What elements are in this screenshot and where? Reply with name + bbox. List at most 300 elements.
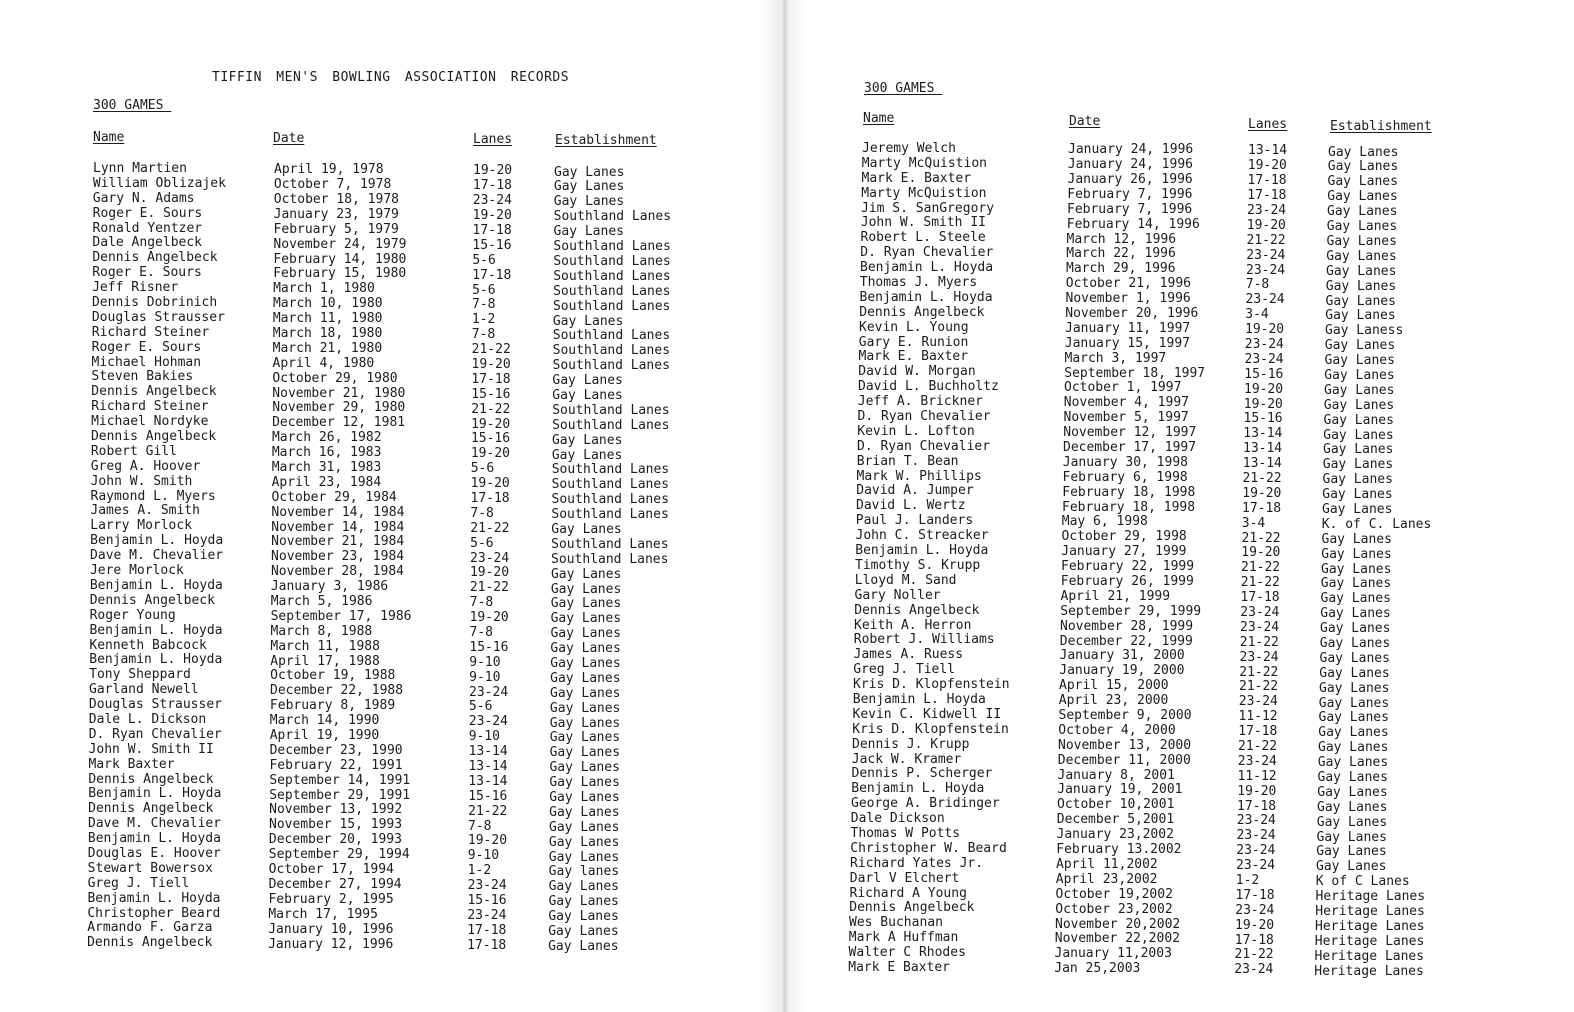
table-row: [784, 289, 1574, 309]
row-name: Kevin L. Lofton: [857, 423, 975, 439]
row-establishment: Southland Lanes: [553, 209, 672, 225]
row-establishment: Gay Lanes: [550, 641, 621, 657]
row-establishment: Gay Lanes: [550, 685, 621, 701]
row-lanes: 15-16: [472, 237, 512, 253]
row-name: Gary E. Runion: [858, 334, 969, 350]
table-row: [784, 453, 1574, 473]
row-date: September 29, 1994: [268, 847, 410, 863]
row-date: April 15, 2000: [1059, 678, 1169, 694]
row-establishment: Heritage Lanes: [1314, 963, 1424, 979]
row-name: Benjamin L. Hoyda: [89, 577, 223, 593]
row-establishment: Southland Lanes: [553, 239, 671, 255]
row-name: Dave M. Chevalier: [88, 816, 222, 832]
row-establishment: Gay Lanes: [1324, 338, 1396, 354]
table-row: [0, 935, 784, 954]
row-date: November 15, 1993: [269, 817, 403, 833]
row-lanes: 17-18: [1242, 500, 1282, 516]
row-lanes: 19-20: [1245, 322, 1285, 338]
row-date: October 17, 1994: [268, 862, 394, 878]
records-table: [784, 141, 1574, 979]
table-row: [784, 781, 1574, 800]
row-name: Benjamin L. Hoyda: [852, 691, 986, 707]
row-lanes: 21-22: [1239, 679, 1279, 695]
row-establishment: Gay Lanes: [549, 775, 620, 791]
row-name: Dale Angelbeck: [92, 235, 202, 251]
table-row: [0, 682, 784, 701]
right-page: [784, 0, 1574, 1012]
row-lanes: 13-14: [468, 773, 508, 789]
row-establishment: Gay Lanes: [1323, 442, 1394, 458]
table-row: [784, 796, 1574, 815]
table-row: [784, 706, 1574, 726]
row-establishment: Gay Lanes: [1318, 710, 1389, 726]
table-row: [784, 260, 1574, 279]
row-establishment: Heritage Lanes: [1314, 933, 1425, 949]
row-establishment: Gay Lanes: [550, 566, 622, 582]
row-establishment: Gay Lanes: [550, 581, 622, 597]
row-lanes: 23-24: [1246, 247, 1286, 263]
row-date: December 22, 1999: [1059, 633, 1193, 649]
row-name: Dennis Angelbeck: [89, 592, 215, 608]
row-name: Jeff Risner: [92, 280, 179, 296]
row-date: January 24, 1996: [1068, 142, 1194, 158]
row-establishment: Southland Lanes: [551, 477, 670, 493]
row-name: Benjamin L. Hoyda: [87, 890, 221, 906]
table-row: [0, 533, 784, 552]
row-name: Dennis Angelbeck: [88, 801, 214, 817]
row-establishment: Gay Lanes: [1327, 159, 1399, 175]
table-row: [0, 384, 784, 403]
row-lanes: 23-24: [1238, 694, 1278, 710]
row-date: September 9, 2000: [1058, 708, 1192, 724]
row-date: November 20, 1996: [1065, 305, 1199, 321]
row-name: Thomas J. Myers: [859, 275, 978, 291]
row-establishment: Gay Lanes: [1321, 531, 1392, 547]
row-name: D. Ryan Chevalier: [857, 438, 991, 454]
table-row: [784, 959, 1574, 979]
row-lanes: 19-20: [1244, 381, 1284, 397]
row-date: February 2, 1995: [268, 891, 394, 907]
row-name: Thomas W Potts: [850, 825, 961, 841]
row-lanes: 23-24: [467, 878, 507, 894]
row-name: Dennis Angelbeck: [849, 900, 975, 916]
row-establishment: Gay Lanes: [1321, 561, 1392, 577]
row-establishment: Gay Lanes: [1317, 755, 1389, 771]
table-row: [784, 691, 1574, 711]
row-date: March 8, 1988: [270, 623, 373, 639]
row-date: March 12, 1996: [1066, 231, 1177, 247]
row-lanes: 23-24: [469, 684, 509, 700]
row-date: January 19, 2001: [1057, 782, 1183, 798]
row-name: D. Ryan Chevalier: [860, 245, 994, 261]
row-lanes: 7-8: [468, 818, 492, 834]
row-establishment: Gay Lanes: [1319, 635, 1391, 651]
row-establishment: Gay Lanes: [548, 924, 619, 940]
table-row: [784, 513, 1574, 532]
row-name: Greg J. Tiell: [87, 875, 190, 891]
row-establishment: Heritage Lanes: [1315, 918, 1425, 934]
row-establishment: Southland Lanes: [553, 283, 671, 299]
row-establishment: Heritage Lanes: [1315, 889, 1426, 905]
row-establishment: Gay Lanes: [1326, 219, 1398, 235]
row-establishment: Southland Lanes: [551, 551, 669, 567]
row-name: Greg J. Tiell: [853, 662, 955, 678]
row-establishment: Gay Lanes: [1325, 293, 1396, 309]
row-establishment: Gay Lanes: [549, 730, 621, 746]
table-row: [0, 205, 784, 225]
row-name: Robert J. Williams: [853, 632, 995, 648]
row-establishment: Gay Lanes: [553, 224, 624, 240]
header-establishment: Establishment: [1330, 119, 1432, 134]
row-name: Garland Newell: [89, 682, 199, 698]
table-row: [0, 563, 784, 582]
row-lanes: 19-20: [1246, 217, 1286, 233]
row-name: Lloyd M. Sand: [854, 572, 957, 588]
row-establishment: Gay Lanes: [549, 715, 621, 731]
row-establishment: Gay Lanes: [548, 938, 619, 954]
row-date: December 5,2001: [1056, 812, 1175, 828]
row-name: Roger E. Sours: [92, 205, 203, 221]
row-establishment: Southland Lanes: [553, 268, 671, 284]
row-establishment: Gay Lanes: [549, 760, 620, 776]
table-row: [0, 235, 784, 255]
row-establishment: Gay Lanes: [1317, 770, 1388, 785]
row-establishment: K. of C. Lanes: [1321, 516, 1432, 532]
row-date: October 1, 1997: [1064, 380, 1182, 396]
row-lanes: 17-18: [1247, 188, 1287, 204]
table-row: [784, 572, 1574, 592]
row-lanes: 15-16: [470, 431, 511, 447]
table-row: [784, 438, 1574, 458]
row-name: Keith A. Herron: [854, 617, 972, 633]
row-lanes: 7-8: [469, 595, 494, 611]
table-row: [784, 632, 1574, 651]
table-row: [0, 488, 784, 508]
row-date: October 7, 1978: [273, 177, 392, 193]
row-establishment: Gay Lanes: [553, 194, 625, 210]
row-date: February 26, 1999: [1060, 574, 1194, 590]
row-name: Wes Buchanan: [849, 915, 943, 931]
row-name: Walter C Rhodes: [848, 945, 966, 961]
table-row: [784, 811, 1574, 830]
row-establishment: Southland Lanes: [551, 462, 670, 478]
row-lanes: 23-24: [1246, 262, 1286, 278]
row-lanes: 1-2: [1235, 873, 1260, 889]
row-name: Gary Noller: [854, 587, 941, 603]
row-date: November 14, 1984: [271, 519, 405, 535]
table-row: [0, 309, 784, 329]
row-lanes: 17-18: [1240, 590, 1280, 606]
table-row: [0, 354, 784, 374]
row-date: February 7, 1996: [1067, 186, 1193, 202]
row-lanes: 23-24: [1236, 858, 1276, 874]
row-date: December 23, 1990: [269, 742, 403, 758]
row-establishment: Gay Lanes: [1318, 725, 1389, 741]
row-name: Michael Hohman: [91, 354, 202, 370]
row-lanes: 15-16: [468, 788, 508, 804]
row-lanes: 13-14: [468, 744, 508, 760]
row-establishment: Gay Lanes: [549, 745, 621, 761]
table-row: [0, 920, 784, 940]
row-name: Dennis Angelbeck: [92, 250, 218, 266]
table-row: [784, 543, 1574, 562]
table-row: [0, 414, 784, 433]
row-lanes: 17-18: [1247, 173, 1287, 189]
row-date: January 30, 1998: [1062, 454, 1188, 470]
row-date: September 29, 1991: [269, 787, 411, 803]
table-row: [0, 399, 784, 418]
row-establishment: Southland Lanes: [552, 328, 671, 344]
table-row: [784, 885, 1574, 905]
row-name: Dennis Angelbeck: [854, 602, 980, 618]
table-row: [0, 637, 784, 657]
row-lanes: 9-10: [469, 654, 501, 670]
row-name: Dale Dickson: [850, 811, 945, 827]
header-date: Date: [273, 131, 305, 146]
row-date: April 11,2002: [1056, 856, 1158, 872]
row-lanes: 13-14: [468, 759, 508, 775]
row-name: Timothy S. Krupp: [855, 557, 981, 573]
row-name: Benjamin L. Hoyda: [860, 260, 994, 276]
row-lanes: 1-2: [467, 863, 492, 879]
row-date: January 15, 1997: [1064, 335, 1190, 351]
table-row: [0, 875, 784, 895]
row-date: April 21, 1999: [1060, 588, 1171, 604]
table-row: [784, 170, 1574, 190]
row-establishment: Gay Lanes: [1327, 189, 1398, 205]
table-row: [0, 339, 784, 359]
row-date: February 18, 1998: [1062, 499, 1196, 515]
row-name: Kevin C. Kidwell II: [852, 706, 1002, 722]
table-row: [784, 394, 1574, 413]
row-date: January 19, 2000: [1059, 663, 1185, 679]
row-establishment: Gay Lanes: [1316, 829, 1387, 845]
row-date: November 12, 1997: [1063, 425, 1197, 441]
row-lanes: 19-20: [469, 610, 509, 626]
row-establishment: Gay Laness: [1325, 323, 1404, 339]
row-name: Douglas Strausser: [91, 309, 225, 325]
row-name: Benjamin L. Hoyda: [88, 786, 222, 802]
row-lanes: 23-24: [472, 193, 512, 209]
table-row: [0, 175, 784, 195]
row-name: Robert Gill: [90, 443, 177, 459]
row-date: November 13, 1992: [269, 802, 403, 818]
row-lanes: 23-24: [470, 550, 510, 566]
row-name: Marty McQuistion: [861, 185, 987, 201]
row-date: February 7, 1996: [1067, 201, 1193, 217]
table-row: [784, 230, 1574, 249]
row-establishment: Gay Lanes: [549, 804, 620, 820]
header-lanes: Lanes: [473, 132, 513, 147]
table-row: [0, 295, 784, 314]
row-date: January 24, 1996: [1067, 157, 1193, 173]
row-lanes: 19-20: [1235, 917, 1275, 933]
row-establishment: Gay Lanes: [549, 700, 621, 716]
row-lanes: 17-18: [472, 222, 512, 238]
row-date: December 12, 1981: [272, 415, 406, 431]
row-date: April 17, 1988: [270, 653, 380, 669]
table-row: [784, 751, 1574, 771]
row-date: November 5, 1997: [1063, 410, 1189, 426]
row-establishment: Gay Lanes: [1317, 799, 1388, 815]
records-table: [0, 161, 784, 954]
row-establishment: Gay Lanes: [1327, 174, 1398, 190]
table-row: [0, 473, 784, 493]
row-establishment: Gay Lanes: [1323, 397, 1395, 413]
table-row: [0, 220, 784, 240]
row-lanes: 7-8: [471, 327, 496, 343]
row-date: March 5, 1986: [270, 594, 373, 610]
row-lanes: 23-24: [467, 907, 507, 923]
table-row: [0, 443, 784, 463]
row-lanes: 21-22: [471, 342, 511, 358]
row-lanes: 5-6: [468, 699, 493, 715]
row-lanes: 19-20: [470, 476, 510, 492]
row-date: January 3, 1986: [270, 579, 389, 595]
row-date: February 22, 1999: [1061, 559, 1195, 575]
row-date: October 10,2001: [1057, 797, 1175, 813]
row-name: Steven Bakies: [91, 369, 194, 385]
table-row: [784, 245, 1574, 264]
row-lanes: 17-18: [470, 490, 510, 506]
row-lanes: 21-22: [468, 803, 508, 819]
row-date: October 4, 2000: [1058, 722, 1176, 738]
row-lanes: 19-20: [1243, 396, 1283, 412]
row-name: Raymond L. Myers: [90, 488, 216, 504]
table-row: [0, 697, 784, 716]
row-establishment: K of C Lanes: [1315, 874, 1410, 890]
table-row: [784, 200, 1574, 220]
row-name: Jack W. Kramer: [851, 751, 962, 767]
row-establishment: Gay Lanes: [1327, 204, 1398, 220]
row-date: September 14, 1991: [269, 772, 411, 788]
row-date: November 24, 1979: [273, 236, 407, 252]
row-name: Dennis Angelbeck: [90, 429, 217, 445]
row-date: October 23,2002: [1055, 901, 1173, 917]
row-date: January 11, 1997: [1065, 320, 1191, 336]
row-lanes: 21-22: [471, 401, 511, 417]
table-row: [784, 334, 1574, 354]
table-row: [784, 602, 1574, 622]
table-row: [0, 860, 784, 880]
row-date: January 10, 1996: [268, 921, 394, 937]
row-lanes: 13-14: [1248, 143, 1288, 159]
table-row: [784, 647, 1574, 666]
row-lanes: 13-14: [1243, 441, 1283, 457]
section-title: 300 GAMES: [93, 98, 172, 113]
row-lanes: 15-16: [471, 386, 511, 402]
row-lanes: 17-18: [471, 371, 511, 387]
row-date: October 29, 1984: [271, 489, 397, 505]
table-row: [0, 905, 784, 925]
row-date: December 17, 1997: [1063, 440, 1197, 455]
row-name: Jeff A. Brickner: [857, 394, 983, 410]
row-date: December 22, 1988: [270, 683, 404, 699]
row-name: Benjamin L. Hoyda: [90, 533, 224, 549]
row-lanes: 17-18: [472, 178, 513, 194]
row-lanes: 19-20: [471, 356, 511, 372]
table-row: [0, 711, 784, 731]
row-date: January 26, 1996: [1067, 171, 1193, 187]
row-establishment: Gay Lanes: [548, 849, 620, 865]
row-establishment: Southland Lanes: [551, 507, 669, 523]
row-date: April 23, 1984: [271, 474, 382, 490]
table-row: [784, 468, 1574, 488]
row-name: Mark E. Baxter: [858, 349, 969, 365]
row-name: D. Ryan Chevalier: [88, 726, 222, 742]
row-date: February 14, 1996: [1066, 216, 1200, 232]
row-name: Benjamin L. Hoyda: [89, 652, 223, 668]
row-lanes: 5-6: [472, 282, 496, 298]
row-establishment: Southland Lanes: [551, 536, 669, 552]
table-row: [784, 275, 1574, 294]
row-lanes: 3-4: [1245, 307, 1269, 323]
row-establishment: Gay Lanes: [552, 373, 623, 389]
row-lanes: 19-20: [1241, 545, 1281, 561]
row-establishment: Gay Lanes: [548, 834, 620, 850]
row-lanes: 21-22: [1246, 232, 1286, 248]
row-lanes: 9-10: [467, 848, 500, 864]
header-name: Name: [863, 111, 895, 126]
row-lanes: 21-22: [1241, 560, 1281, 576]
row-date: April 4, 1980: [272, 355, 375, 371]
row-date: February 22, 1991: [269, 757, 403, 773]
row-date: Jan 25,2003: [1054, 961, 1141, 977]
row-date: March 17, 1995: [268, 906, 378, 922]
row-lanes: 11-12: [1237, 768, 1277, 784]
row-name: Douglas Strausser: [88, 697, 222, 713]
row-date: October 21, 1996: [1065, 276, 1191, 292]
row-name: Roger E. Sours: [92, 265, 202, 281]
row-date: February 14, 1980: [273, 251, 407, 267]
table-row: [784, 364, 1574, 383]
row-date: March 10, 1980: [272, 296, 383, 312]
row-lanes: 5-6: [470, 461, 495, 477]
row-lanes: 15-16: [469, 639, 509, 655]
row-establishment: Gay Lanes: [550, 626, 621, 642]
row-name: Dennis Angelbeck: [91, 384, 217, 400]
table-row: [784, 528, 1574, 547]
row-name: Roger E. Sours: [91, 339, 202, 355]
row-lanes: 17-18: [1235, 887, 1275, 903]
row-establishment: Gay Lanes: [551, 432, 623, 448]
row-name: David W. Morgan: [858, 364, 976, 380]
row-name: John W. Smith: [90, 473, 193, 489]
row-establishment: Gay Lanes: [1325, 308, 1396, 324]
row-name: Jere Morlock: [89, 563, 184, 579]
header-lanes: Lanes: [1248, 117, 1288, 132]
row-establishment: Gay Lanes: [1324, 353, 1395, 369]
row-establishment: Gay Lanes: [1316, 844, 1387, 860]
row-date: March 22, 1996: [1066, 246, 1176, 262]
row-date: November 28, 1984: [270, 564, 404, 580]
row-date: March 21, 1980: [272, 340, 383, 356]
left-page: [0, 0, 784, 1012]
row-name: Kevin L. Young: [859, 319, 969, 335]
table-row: [784, 319, 1574, 339]
row-date: December 20, 1993: [268, 832, 402, 848]
row-establishment: Gay Lanes: [1326, 248, 1397, 264]
row-name: Douglas E. Hoover: [87, 845, 221, 861]
row-name: John C. Streacker: [855, 528, 989, 544]
row-lanes: 23-24: [468, 714, 508, 730]
row-name: Michael Nordyke: [91, 414, 209, 430]
row-establishment: Gay Lanes: [1322, 472, 1393, 488]
row-name: Lynn Martien: [93, 161, 187, 176]
row-date: November 23, 1984: [271, 549, 405, 565]
table-row: [784, 155, 1574, 175]
row-lanes: 19-20: [470, 446, 510, 462]
